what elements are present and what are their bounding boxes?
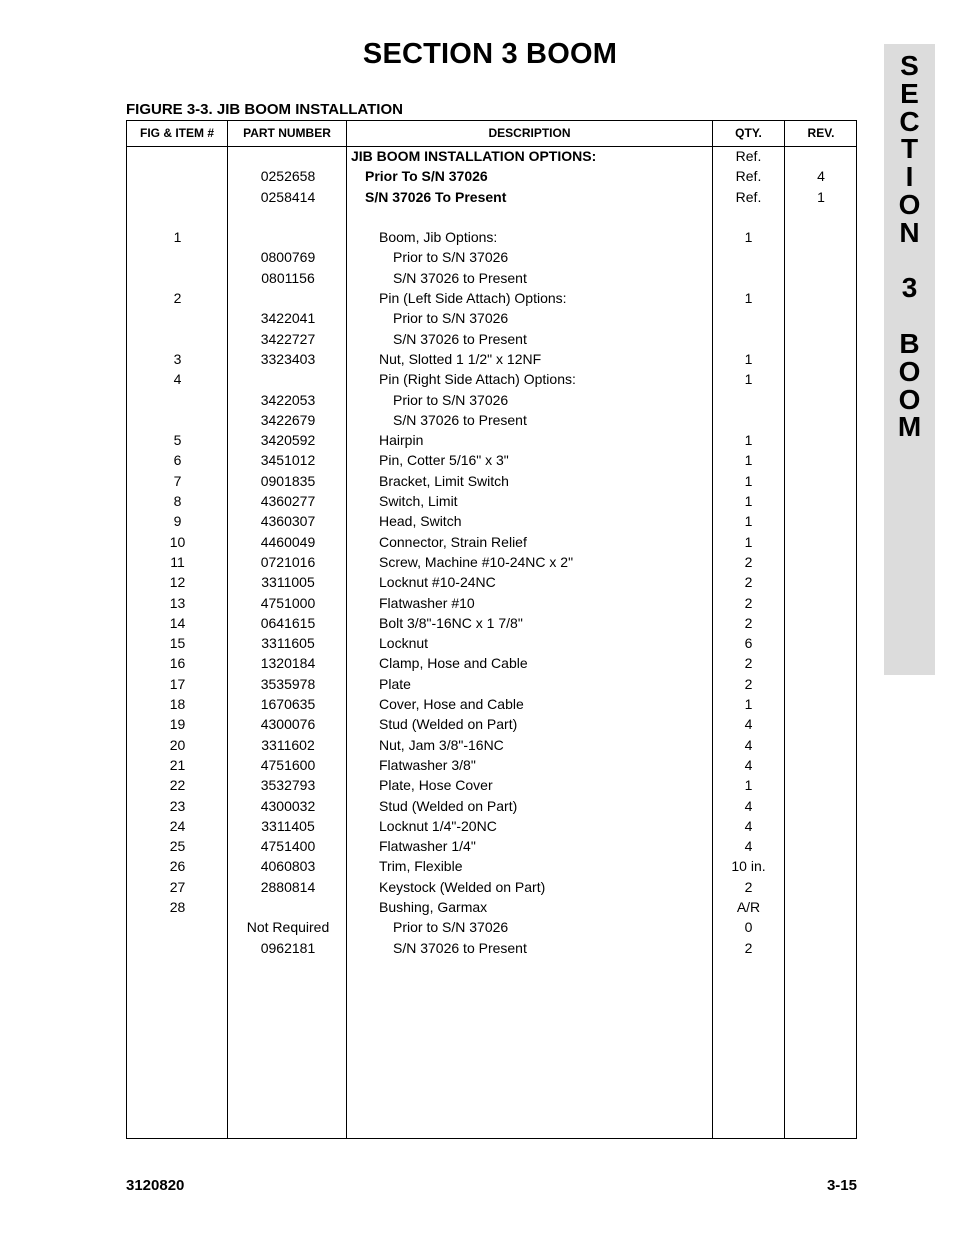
table-row [127,330,856,350]
cell-description: Bushing, Garmax [379,898,488,915]
cell-part-number: 4060803 [260,858,316,875]
cell-part-number: 3532793 [260,777,316,794]
cell-description: Connector, Strain Relief [379,533,527,550]
cell-qty: A/R [736,898,761,915]
cell-fig-item: 15 [169,635,186,652]
table-row [127,431,856,451]
table-row [127,147,856,167]
cell-part-number: 0800769 [260,249,316,266]
side-tab-letter: M [897,411,922,443]
cell-fig-item: 1 [173,229,182,246]
table-row [127,391,856,411]
cell-qty: 2 [744,675,753,692]
cell-fig-item: 21 [169,756,186,773]
cell-fig-item: 13 [169,594,186,611]
cell-description: JIB BOOM INSTALLATION OPTIONS: [351,148,597,164]
figure-title: FIGURE 3-3. JIB BOOM INSTALLATION [126,101,403,118]
cell-part-number: 4360307 [260,513,316,530]
cell-fig-item: 26 [169,858,186,875]
cell-part-number: 4360277 [260,493,316,510]
cell-description: Locknut #10-24NC [379,574,496,591]
cell-description: Boom, Jib Options: [379,229,498,246]
cell-part-number: 3535978 [260,675,316,692]
cell-description: Pin, Cotter 5/16" x 3" [379,452,509,469]
cell-rev: 4 [817,168,825,185]
cell-description: Flatwasher 3/8" [379,756,476,773]
cell-fig-item: 14 [169,614,186,631]
table-row [127,228,856,248]
cell-description: Plate [379,675,411,692]
table-row [127,776,856,796]
cell-qty: 0 [744,919,753,936]
side-tab-letter [884,302,935,330]
cell-fig-item: 18 [169,696,186,713]
table-row [127,756,856,776]
table-row [127,269,856,289]
cell-part-number: 3311605 [261,635,315,652]
cell-part-number: 2880814 [260,878,316,895]
cell-qty: Ref. [735,188,762,205]
header-rev: REV. [807,126,835,140]
cell-description: Clamp, Hose and Cable [379,655,528,672]
side-tab-letter: O [898,188,921,220]
table-row [127,898,856,918]
cell-fig-item: 17 [169,675,186,692]
table-row [127,492,856,512]
table-row [127,675,856,695]
cell-description: Prior to S/N 37026 [393,919,509,936]
cell-part-number: 1670635 [260,696,316,713]
table-row [127,553,856,573]
cell-qty: 4 [744,817,753,834]
cell-part-number: 0641615 [260,614,316,631]
cell-qty: 1 [744,777,753,794]
table-row [127,634,856,654]
cell-fig-item: 23 [169,797,186,814]
cell-description: Prior to S/N 37026 [393,249,509,266]
cell-description: Nut, Slotted 1 1/2" x 12NF [379,350,542,367]
cell-description: Locknut 1/4"-20NC [379,817,497,834]
cell-description: Keystock (Welded on Part) [379,878,546,895]
cell-fig-item: 4 [173,371,182,388]
cell-qty: 2 [744,594,753,611]
cell-part-number: 3422053 [260,391,316,408]
side-tab-letter: S [900,50,919,81]
table-row [127,594,856,614]
cell-part-number: 4300032 [260,797,316,814]
table-row [127,411,856,431]
side-tab-letter: I [905,161,914,193]
cell-fig-item: 8 [173,493,182,510]
cell-qty: 1 [744,350,753,367]
cell-description: Screw, Machine #10-24NC x 2" [379,553,574,570]
cell-qty: 2 [744,574,753,591]
cell-fig-item: 27 [169,878,186,895]
cell-description: Pin (Left Side Attach) Options: [379,290,567,307]
cell-part-number: 3420592 [260,432,316,449]
table-row [127,533,856,553]
cell-qty: 1 [744,229,753,246]
cell-part-number: 4751000 [260,594,316,611]
cell-description: Prior to S/N 37026 [393,391,509,408]
table-row [127,208,856,228]
header-fig-item: FIG & ITEM # [139,126,214,140]
cell-qty: 4 [744,797,753,814]
cell-fig-item: 3 [173,350,182,367]
table-row [127,289,856,309]
cell-fig-item: 28 [169,898,186,915]
cell-qty: 1 [744,290,753,307]
cell-description: Locknut [379,635,429,652]
cell-description: Cover, Hose and Cable [379,696,524,713]
cell-part-number: 3422041 [260,310,316,327]
cell-description: Trim, Flexible [379,858,463,875]
cell-fig-item: 22 [169,777,186,794]
cell-qty: 2 [744,614,753,631]
cell-fig-item: 2 [173,290,182,307]
table-row [127,614,856,634]
side-tab-letter: B [899,327,920,359]
table-row [127,817,856,837]
table-row [127,573,856,593]
cell-part-number: 4751600 [260,756,316,773]
cell-description: S/N 37026 To Present [365,188,507,205]
cell-part-number: 3311405 [261,817,315,834]
table-row [127,654,856,674]
cell-qty: Ref. [735,168,762,185]
cell-description: Nut, Jam 3/8"-16NC [379,736,504,753]
cell-description: S/N 37026 to Present [393,939,527,956]
cell-fig-item: 25 [169,838,186,855]
cell-qty: 4 [744,716,753,733]
table-row [127,472,856,492]
cell-qty: 1 [744,533,753,550]
table-row [127,878,856,898]
side-tab-letter: C [899,105,920,137]
cell-qty: 1 [744,452,753,469]
table-row [127,857,856,877]
cell-part-number: 0252658 [260,168,316,185]
section-side-tab [884,44,935,675]
cell-qty: 1 [744,432,753,449]
cell-qty: Ref. [735,148,762,164]
cell-description: S/N 37026 to Present [393,269,527,286]
table-row [127,939,856,959]
table-row [127,350,856,370]
table-row [127,918,856,938]
cell-fig-item: 19 [169,716,186,733]
cell-part-number: 0801156 [261,269,315,286]
cell-description: Plate, Hose Cover [379,777,493,794]
cell-rev: 1 [817,188,825,205]
cell-part-number: 1320184 [260,655,316,672]
cell-part-number: 4751400 [260,838,316,855]
cell-description: Prior to S/N 37026 [393,310,509,327]
cell-part-number: 3311005 [261,574,315,591]
table-row [127,695,856,715]
document-number: 3120820 [126,1177,185,1194]
cell-fig-item: 20 [169,736,186,753]
cell-description: S/N 37026 to Present [393,411,527,428]
cell-description: Flatwasher #10 [379,594,475,611]
table-row [127,837,856,857]
cell-part-number: 4460049 [260,533,316,550]
page-number: 3-15 [826,1177,857,1194]
cell-qty: 2 [744,939,753,956]
side-tab-letters [884,52,935,441]
cell-description: Flatwasher 1/4" [379,838,476,855]
side-tab-letter: O [898,355,921,387]
cell-fig-item: 7 [173,472,182,489]
side-tab-letter: 3 [901,272,918,304]
cell-part-number: 0901835 [260,472,316,489]
table-body [127,147,856,959]
cell-fig-item: 16 [169,655,186,672]
cell-part-number: 3422727 [260,330,316,347]
side-tab-letter: T [900,133,919,165]
cell-qty: 4 [744,838,753,855]
cell-fig-item: 5 [173,432,182,449]
table-row [127,451,856,471]
cell-part-number: 0721016 [260,553,316,570]
cell-qty: 1 [744,493,753,510]
cell-part-number: 0962181 [260,939,316,956]
table-row [127,370,856,390]
cell-description: Stud (Welded on Part) [379,797,518,814]
cell-description: Head, Switch [379,513,462,530]
cell-description: Bolt 3/8"-16NC x 1 7/8" [379,614,523,631]
cell-description: Stud (Welded on Part) [379,716,518,733]
side-tab-letter: O [898,383,921,415]
cell-qty: 4 [744,756,753,773]
cell-qty: 2 [744,553,753,570]
table-row [127,167,856,187]
cell-description: Bracket, Limit Switch [379,472,509,489]
table-row [127,715,856,735]
section-title: SECTION 3 BOOM [362,38,618,70]
table-row [127,188,856,208]
cell-part-number: 0258414 [260,188,316,205]
header-description: DESCRIPTION [488,126,571,140]
table-row [127,512,856,532]
side-tab-letter: E [900,77,919,109]
cell-qty: 10 in. [731,858,766,875]
cell-fig-item: 24 [169,817,186,834]
cell-description: Hairpin [379,432,424,449]
cell-part-number: 3311602 [261,736,315,753]
cell-qty: 6 [744,635,753,652]
cell-qty: 2 [744,878,753,895]
cell-fig-item: 10 [169,533,186,550]
cell-description: S/N 37026 to Present [393,330,527,347]
cell-part-number: 3422679 [260,411,316,428]
cell-part-number: 3323403 [260,350,316,367]
cell-fig-item: 12 [169,574,186,591]
cell-description: Switch, Limit [379,493,458,510]
cell-description: Pin (Right Side Attach) Options: [379,371,576,388]
cell-qty: 1 [744,513,753,530]
table-row [127,797,856,817]
cell-description: Prior To S/N 37026 [365,168,488,185]
header-qty: QTY. [735,126,762,140]
table-row [127,309,856,329]
table-row [127,248,856,268]
cell-fig-item: 11 [170,553,185,570]
cell-qty: 1 [744,696,753,713]
cell-fig-item: 6 [173,452,182,469]
header-part-number: PART NUMBER [243,126,331,140]
side-tab-letter: N [899,216,920,248]
side-tab-letter [884,247,935,275]
cell-qty: 2 [744,655,753,672]
cell-qty: 1 [744,371,753,388]
cell-part-number: 4300076 [260,716,316,733]
cell-part-number: Not Required [246,919,330,936]
parts-table [126,120,857,1139]
cell-qty: 1 [744,472,753,489]
table-row [127,736,856,756]
cell-part-number: 3451012 [260,452,316,469]
cell-qty: 4 [744,736,753,753]
cell-fig-item: 9 [173,513,182,530]
